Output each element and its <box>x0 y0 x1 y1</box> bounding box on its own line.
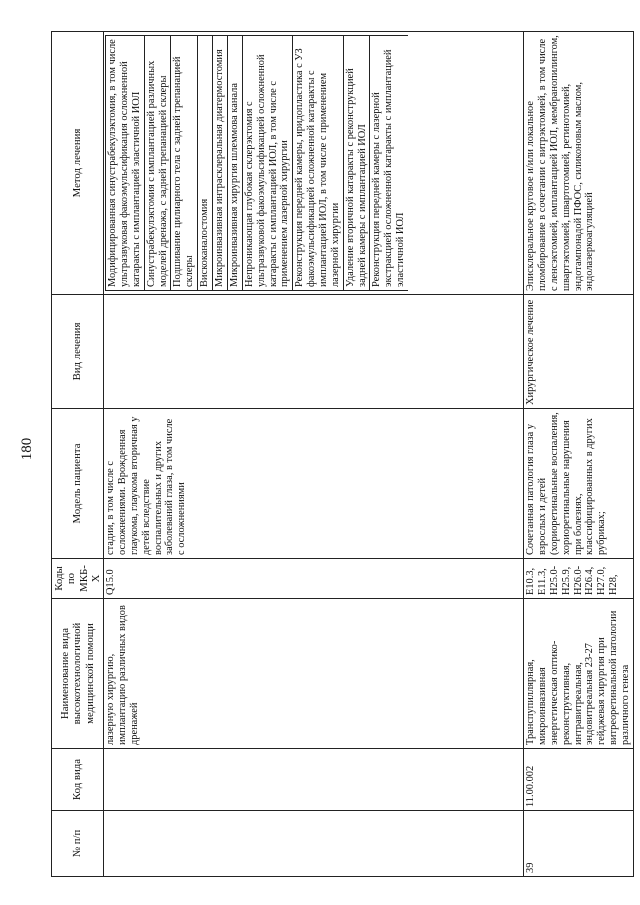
row-model: стадии, в том числе с осложнениями. Врожденная глаукома, глаукома вторичная у детей вследствие воспалительных и других заболеваний глаза, в том числе с осложнениями <box>104 409 524 559</box>
header-model: Модель пациента <box>52 409 104 559</box>
table-row <box>104 32 524 877</box>
header-row <box>52 32 104 877</box>
page-number: 180 <box>18 437 35 461</box>
row-name: Транспупиллярная, микроинвазивная энергетическая оптико-реконструктивная, интравитреальная, эндовитреальная 23-27 гейджевая хирургия при витреоретинальной патологии различного генеза <box>524 599 634 749</box>
document-page <box>51 32 632 877</box>
row-type: Хирургическое лечение <box>524 295 634 409</box>
row-name: лазерную хирургию, имплантацию различных видов дренажей <box>104 599 524 749</box>
method-item: Микроинвазивная интрасклеральная диатермостомия <box>213 36 228 291</box>
row-mkb: Q15.0 <box>104 559 524 599</box>
method-item: Подшивание цилиарного тела с задней трепанацией склеры <box>171 36 198 291</box>
row-type <box>104 295 524 409</box>
table-row <box>524 32 634 877</box>
method-item: Удаление вторичной катаракты с реконструкцией задней камеры с имплантацией ИОЛ <box>343 36 370 291</box>
row-mkb: E10.3, E11.3, H25.0-H25.9, H26.0-H26.4, H27.0, H28, <box>524 559 634 599</box>
method-item: Вискоканалостомия <box>198 36 213 291</box>
header-num: № п/п <box>52 811 104 877</box>
treatment-table <box>51 31 634 877</box>
method-item: Реконструкция передней камеры с лазерной экстракцией осложненной катаракты с имплантацией эластичной ИОЛ <box>370 36 408 291</box>
row-code: 11.00.002 <box>524 749 634 811</box>
header-type: Вид лечения <box>52 295 104 409</box>
header-code: Код вида <box>52 749 104 811</box>
row-code <box>104 749 524 811</box>
methods-list <box>105 35 408 291</box>
header-name: Наименование вида высокотехнологичной медицинской помощи <box>52 599 104 749</box>
row-num <box>104 811 524 877</box>
row-methods: Эписклеральное круговое и/или локальное пломбирование в сочетании с витрэктомией, в том числе с ленсэктомией, имплантацией ИОЛ, мембранопилингом, швартэктомией, швартотомией, ретинотомией, эндотампонадой ПФОС, силиконовым маслом, эндолазеркоагуляцией <box>524 32 634 295</box>
method-item: Реконструкция передней камеры, иридопластика с УЗ факоэмульсификацией осложненной катаракты с имплантацией ИОЛ, в том числе с применением лазерной хирургии <box>293 36 343 291</box>
row-model: Сочетанная патология глаза у взрослых и детей (хориоретинальные воспаления, хориоретинальные нарушения при болезнях, классифицированных в других рубриках; <box>524 409 634 559</box>
row-methods <box>104 32 524 295</box>
header-mkb: Коды по МКБ-Х <box>52 559 104 599</box>
method-item: Микроинвазивная хирургия шлеммова канала <box>227 36 242 291</box>
method-item: Непроникающая глубокая склерэктомия с ультразвуковой факоэмульсификацией осложненной катаракты с имплантацией ИОЛ, в том числе с применением лазерной хирургии <box>242 36 292 291</box>
rotated-table-container <box>51 32 632 877</box>
row-num: 39 <box>524 811 634 877</box>
method-item: Синустрабекулэктомия с имплантацией различных моделей дренажа, с задней трепанацией склеры <box>144 36 171 291</box>
method-item: Модифицированная синустрабекулэктомия, в том числе ультразвуковая факоэмульсификация осложненной катаракты с имплантацией эластичной ИОЛ <box>106 36 145 291</box>
header-method: Метод лечения <box>52 32 104 295</box>
